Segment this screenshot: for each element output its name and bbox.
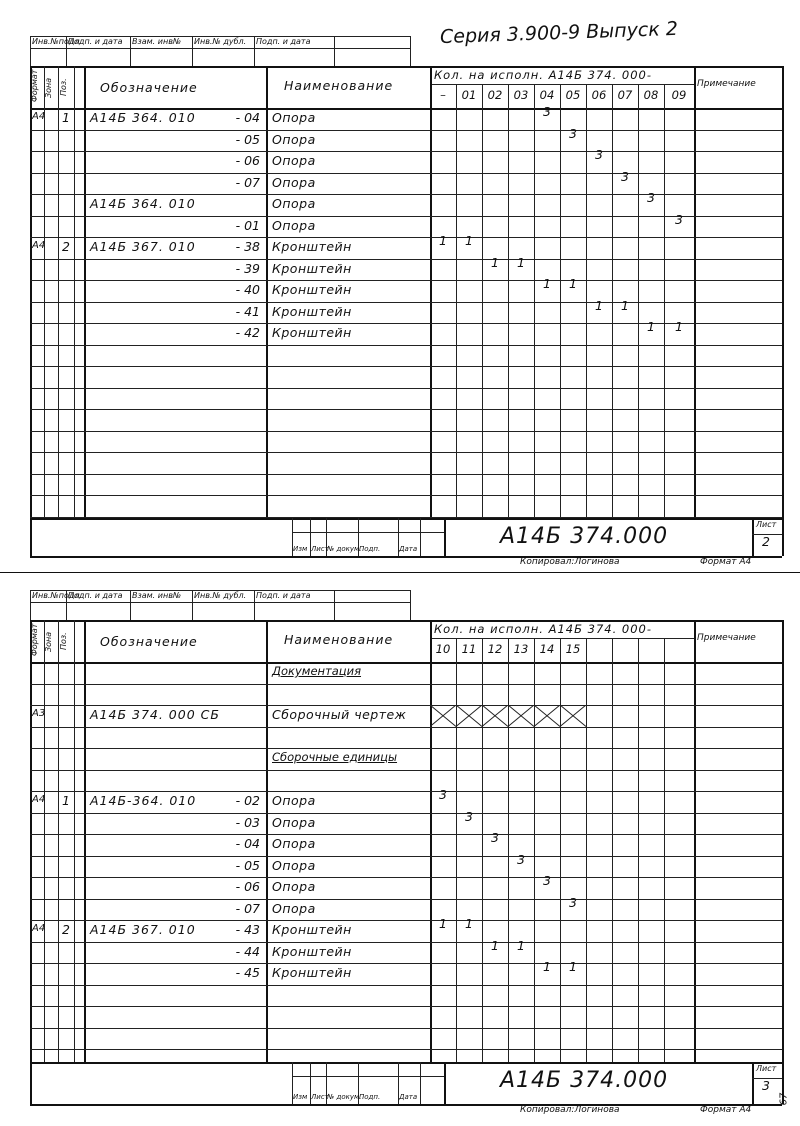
grid-line	[30, 791, 782, 792]
sheet-number: 3	[762, 1078, 770, 1093]
row-code: А14Б 364. 010	[90, 110, 196, 125]
row-suffix: - 06	[235, 153, 260, 168]
row-suffix: - 06	[235, 879, 260, 894]
qty-value: 1	[647, 319, 655, 334]
col-zone: Зона	[44, 77, 53, 98]
row-suffix: - 44	[235, 943, 260, 959]
qty-value: 1	[517, 937, 525, 953]
qty-value: 3	[647, 190, 655, 205]
variant-label: 08	[643, 88, 659, 102]
grid-line	[586, 638, 587, 1062]
grid-line	[130, 590, 131, 620]
grid-line	[30, 48, 410, 49]
grid-line	[30, 194, 782, 195]
qty-value: 3	[517, 851, 525, 867]
grid-line	[410, 590, 411, 620]
stamp-label: Подп. и дата	[256, 37, 311, 46]
qty-value: 1	[595, 297, 603, 313]
title-block-label: Дата	[399, 1093, 418, 1101]
row-format: А4	[32, 240, 46, 251]
row-suffix: - 07	[235, 900, 260, 916]
grid-line	[30, 556, 782, 558]
variant-label: 10	[435, 642, 451, 656]
row-name: Опора	[272, 814, 316, 830]
qty-value: 3	[439, 787, 447, 802]
grid-line	[130, 36, 131, 66]
grid-line	[292, 532, 444, 533]
variant-label: 14	[539, 642, 555, 656]
grid-line	[30, 590, 31, 620]
col-note: Примечание	[697, 79, 756, 89]
row-suffix: - 43	[235, 922, 260, 937]
qty-value: 3	[621, 168, 629, 184]
row-name: Кронштейн	[272, 239, 352, 254]
row-name: Опора	[272, 793, 316, 808]
grid-line	[30, 36, 31, 66]
variant-label: 09	[671, 88, 687, 102]
row-suffix: - 04	[235, 836, 260, 851]
grid-line	[30, 1062, 782, 1064]
grid-line	[30, 495, 782, 496]
grid-line	[30, 409, 782, 410]
stamp-label: Инв.№подл	[32, 37, 80, 46]
grid-line	[266, 620, 268, 1062]
grid-line	[30, 963, 782, 964]
title-block-label: Изм	[293, 545, 308, 553]
grid-line	[30, 151, 782, 152]
row-format: А3	[32, 708, 46, 719]
grid-line	[534, 638, 535, 1062]
grid-line	[430, 66, 432, 518]
sheet-label: Лист	[756, 520, 777, 529]
stamp-label: Взам. инв№	[132, 37, 182, 46]
variant-label: 15	[565, 642, 581, 656]
row-name: Опора	[272, 900, 316, 916]
grid-line	[74, 620, 75, 1062]
grid-line	[30, 727, 782, 728]
row-suffix: - 38	[235, 239, 260, 254]
grid-line	[30, 452, 782, 453]
grid-line	[752, 518, 754, 556]
grid-line	[30, 66, 32, 556]
row-format: А4	[32, 923, 46, 934]
grid-line	[30, 813, 782, 814]
grid-line	[30, 856, 782, 857]
sheet-divider	[0, 572, 800, 573]
qty-value: 3	[543, 873, 551, 888]
qty-value: 3	[569, 125, 577, 141]
row-suffix: - 40	[235, 282, 260, 297]
col-designation: Обозначение	[100, 80, 198, 95]
variant-label: 05	[565, 88, 581, 102]
grid-line	[44, 620, 45, 1062]
grid-line	[30, 66, 782, 68]
variant-label: 01	[461, 88, 477, 102]
grid-line	[334, 590, 335, 620]
qty-value: 1	[465, 916, 473, 931]
col-qty: Кол. на исполн. А14Б 374. 000-	[434, 622, 653, 636]
qty-value: 1	[491, 937, 499, 953]
grid-line	[74, 66, 75, 518]
grid-line	[30, 602, 410, 603]
row-name: Кронштейн	[272, 282, 352, 297]
title-block-label: Дата	[399, 545, 418, 553]
row-name: Опора	[272, 153, 316, 168]
grid-line	[30, 366, 782, 367]
grid-line	[84, 66, 86, 518]
grid-line	[782, 66, 784, 556]
row-suffix: - 39	[235, 260, 260, 276]
row-code: А14Б-364. 010	[90, 793, 197, 808]
cross-mark	[482, 705, 508, 727]
grid-line	[266, 66, 268, 518]
grid-line	[560, 638, 561, 1062]
cross-mark	[560, 705, 586, 727]
variant-label: 12	[487, 642, 503, 656]
row-pos: 2	[62, 922, 70, 937]
grid-line	[30, 662, 782, 664]
qty-value: 1	[439, 233, 447, 248]
qty-value: 3	[569, 894, 577, 910]
variant-label: 13	[513, 642, 529, 656]
variant-label: 06	[591, 88, 607, 102]
grid-line	[30, 1006, 782, 1007]
title-block-label: Лист	[311, 545, 329, 553]
col-name: Наименование	[284, 78, 394, 93]
grid-line	[30, 173, 782, 174]
grid-line	[30, 748, 782, 749]
grid-line	[482, 638, 483, 1062]
grid-line	[456, 638, 457, 1062]
grid-line	[30, 1049, 782, 1050]
section-title: Сборочные единицы	[272, 750, 398, 764]
grid-line	[292, 1076, 444, 1077]
qty-value: 1	[491, 254, 499, 270]
qty-value: 3	[675, 211, 683, 227]
row-pos: 2	[62, 239, 70, 254]
grid-line	[30, 899, 782, 900]
grid-line	[30, 942, 782, 943]
row-name: Кронштейн	[272, 922, 352, 937]
qty-value: 1	[543, 959, 551, 974]
grid-line	[410, 36, 411, 66]
grid-line	[30, 130, 782, 131]
grid-line	[30, 237, 782, 238]
grid-line	[44, 66, 45, 518]
grid-line	[752, 1062, 754, 1104]
grid-line	[30, 1028, 782, 1029]
title-block-label: Подп.	[359, 545, 381, 553]
cross-mark	[534, 705, 560, 727]
title-block-label: № докум.	[327, 1093, 362, 1101]
row-name: Кронштейн	[272, 325, 352, 340]
qty-value: 1	[621, 297, 629, 313]
format-label: Формат А4	[700, 557, 752, 567]
row-name: Сборочный чертеж	[272, 707, 407, 722]
grid-line	[30, 985, 782, 986]
row-code: А14Б 374. 000 СБ	[90, 707, 220, 722]
stamp-label: Подп. и дата	[68, 591, 123, 600]
doc-code: А14Б 374.000	[500, 1068, 669, 1093]
row-suffix: - 05	[235, 131, 260, 147]
grid-line	[694, 66, 696, 518]
copied-by: Копировал:Логинова	[520, 557, 620, 567]
grid-line	[420, 518, 421, 556]
stamp-label: Подп. и дата	[68, 37, 123, 46]
stamp-label: Инв.№подл	[32, 591, 80, 600]
row-code: А14Б 367. 010	[90, 239, 196, 254]
grid-line	[664, 638, 665, 1062]
variant-label: 04	[539, 88, 555, 102]
row-suffix: - 45	[235, 965, 260, 980]
col-qty: Кол. на исполн. А14Б 374. 000-	[434, 68, 653, 82]
grid-line	[508, 638, 509, 1062]
grid-line	[30, 345, 782, 346]
row-suffix: - 02	[235, 793, 260, 808]
stamp-label: Подп. и дата	[256, 591, 311, 600]
variant-label: –	[440, 88, 446, 102]
grid-line	[30, 302, 782, 303]
row-suffix: - 03	[235, 814, 260, 830]
row-pos: 1	[62, 793, 70, 808]
row-name: Опора	[272, 217, 316, 233]
grid-line	[638, 638, 639, 1062]
cross-mark	[508, 705, 534, 727]
grid-line	[254, 590, 255, 620]
row-pos: 1	[62, 110, 70, 125]
row-name: Опора	[272, 836, 316, 851]
qty-value: 1	[465, 233, 473, 248]
grid-line	[30, 280, 782, 281]
row-suffix: - 42	[235, 325, 260, 340]
grid-line	[192, 36, 193, 66]
grid-line	[30, 877, 782, 878]
col-format: Формат	[30, 69, 39, 102]
grid-line	[694, 620, 696, 1062]
stamp-label: Взам. инв№	[132, 591, 182, 600]
grid-line	[444, 1062, 446, 1104]
row-name: Кронштейн	[272, 965, 352, 980]
copied-by: Копировал:Логинова	[520, 1105, 620, 1115]
grid-line	[30, 620, 32, 1104]
row-name: Опора	[272, 196, 316, 211]
col-name: Наименование	[284, 632, 394, 647]
row-code: А14Б 367. 010	[90, 922, 196, 937]
qty-value: 3	[543, 104, 551, 119]
title-block-label: Лист	[311, 1093, 329, 1101]
row-name: Кронштейн	[272, 943, 352, 959]
grid-line	[430, 84, 694, 85]
row-name: Опора	[272, 131, 316, 147]
row-suffix: - 07	[235, 174, 260, 190]
grid-line	[84, 620, 86, 1062]
sheet-label: Лист	[756, 1064, 777, 1073]
variant-label: 07	[617, 88, 633, 102]
row-name: Кронштейн	[272, 260, 352, 276]
row-name: Опора	[272, 879, 316, 894]
grid-line	[30, 684, 782, 685]
sheet-number: 2	[762, 534, 770, 549]
variant-label: 11	[461, 642, 477, 656]
qty-value: 1	[675, 319, 683, 334]
qty-value: 3	[491, 830, 499, 845]
grid-line	[30, 920, 782, 921]
row-format: А4	[32, 794, 46, 805]
qty-value: 3	[595, 147, 603, 162]
grid-line	[30, 474, 782, 475]
title-block-label: Изм	[293, 1093, 308, 1101]
title-block-label: Подп.	[359, 1093, 381, 1101]
row-code: А14Б 364. 010	[90, 196, 196, 211]
row-format: А4	[32, 111, 46, 122]
grid-line	[254, 36, 255, 66]
grid-line	[30, 388, 782, 389]
grid-line	[30, 259, 782, 260]
grid-line	[782, 620, 784, 1104]
grid-line	[58, 66, 59, 518]
col-format: Формат	[30, 623, 39, 656]
col-pos: Поз.	[59, 632, 68, 650]
row-suffix: - 41	[235, 303, 260, 319]
grid-line	[192, 590, 193, 620]
row-suffix: - 04	[235, 110, 260, 125]
grid-line	[30, 1104, 782, 1106]
grid-line	[430, 638, 694, 639]
qty-value: 3	[465, 808, 473, 824]
series-label: Серия 3.900-9 Выпуск 2	[439, 17, 679, 49]
grid-line	[30, 518, 782, 520]
grid-line	[444, 518, 446, 556]
row-name: Опора	[272, 857, 316, 873]
grid-line	[30, 770, 782, 771]
stamp-label: Инв.№ дубл.	[194, 37, 247, 46]
grid-line	[30, 620, 782, 622]
col-designation: Обозначение	[100, 634, 198, 649]
variant-label: 03	[513, 88, 529, 102]
cross-mark	[430, 705, 456, 727]
grid-line	[334, 36, 335, 66]
grid-line	[30, 705, 782, 706]
col-note: Примечание	[697, 633, 756, 643]
margin-number: 67	[778, 1092, 790, 1106]
qty-value: 1	[517, 254, 525, 270]
stamp-label: Инв.№ дубл.	[194, 591, 247, 600]
grid-line	[30, 834, 782, 835]
format-label: Формат А4	[700, 1105, 752, 1115]
grid-line	[430, 620, 432, 1062]
qty-value: 1	[439, 916, 447, 931]
variant-label: 02	[487, 88, 503, 102]
row-suffix: - 05	[235, 857, 260, 873]
cross-mark	[456, 705, 482, 727]
grid-line	[30, 431, 782, 432]
row-name: Опора	[272, 110, 316, 125]
grid-line	[420, 1062, 421, 1104]
row-suffix: - 01	[235, 217, 260, 233]
col-pos: Поз.	[59, 78, 68, 96]
qty-value: 1	[569, 959, 577, 974]
grid-line	[58, 620, 59, 1062]
title-block-label: № докум.	[327, 545, 362, 553]
qty-value: 1	[569, 276, 577, 291]
doc-code: А14Б 374.000	[500, 524, 669, 549]
qty-value: 1	[543, 276, 551, 291]
row-name: Опора	[272, 174, 316, 190]
section-title: Документация	[272, 664, 362, 678]
grid-line	[612, 638, 613, 1062]
col-zone: Зона	[44, 631, 53, 652]
row-name: Кронштейн	[272, 303, 352, 319]
